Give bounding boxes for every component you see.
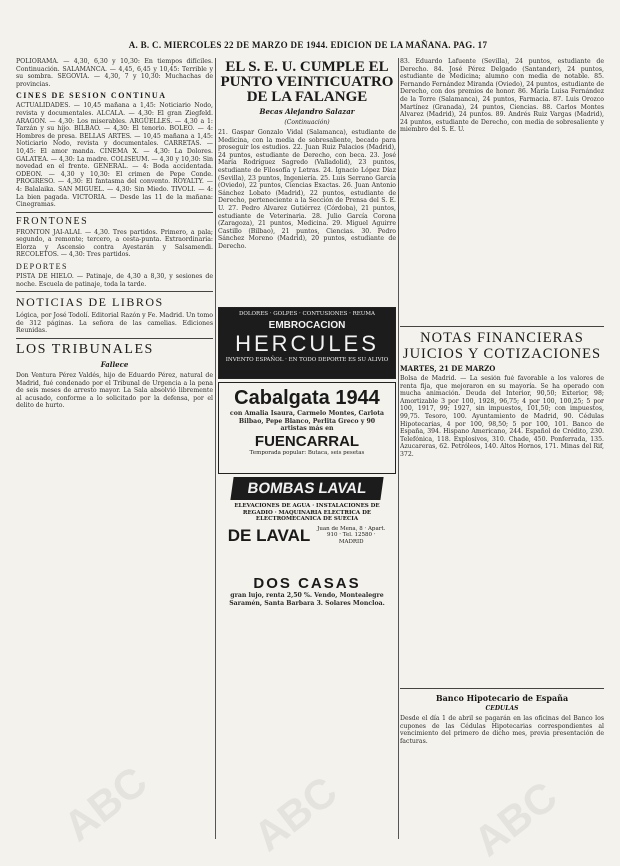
seu-list-continued: 83. Eduardo Lafuente (Sevilla), 24 puntos, estudiante de Derecho. 84. José Pérez Delgado (Santander), 24 puntos, estudiante de Medicina; alumno con media de notable. 85. Fernando Fernández Miranda (Oviedo), 24 puntos, estudiante de Derecho, con dos premios de honor. 86. María Luisa Fernández de la Torre (Salamanca), 24 puntos, Farmacia. 87. Luis Orozco Martínez (Granada), 24 puntos, Ciencias. 88. Carlos Montes Alvarez (Madrid), 24 puntos. 89. Andrés Ruiz Vargas (Madrid), 24 puntos, estudiante de Derecho, con media de sobresaliente y miembro del S. E. U. (400, 58, 604, 134)
ad-hercules-title: EMBROCACION (268, 319, 346, 331)
ad-hercules-bottom: INVENTO ESPAÑOL · EN TODO DEPORTE ES SU ALIVIO (225, 356, 389, 363)
report-date: MARTES, 21 DE MARZO (400, 364, 496, 373)
section-heading-deportes: DEPORTES (16, 262, 68, 272)
ad-cabalgata-title: Cabalgata 1944 (234, 387, 380, 409)
ad-casas-text: gran lujo, renta 2,50 %. Vendo, Montealegre Saramén, Santa Barbara 3. Solares Moncloa. (229, 592, 385, 607)
bank-heading: Banco Hipotecario de España (435, 693, 569, 703)
column-middle (218, 58, 396, 841)
divider (16, 338, 213, 339)
headline-seu: EL S. E. U. CUMPLE EL PUNTO VEINTICUATRO DE LA FALANGE (220, 59, 394, 105)
watermark: ABC (464, 772, 566, 866)
divider (16, 291, 213, 292)
ad-dos-casas (218, 575, 396, 607)
bank-text: Desde el día 1 de abril se pagarán en las oficinas del Banco los cupones de las Cédulas Hipotecarias correspondientes al vencimiento del primero de dicho mes, previa presentación de facturas. (400, 715, 604, 745)
divider (400, 688, 604, 689)
tribunales-text: Don Ventura Pérez Valdés, hijo de Eduardo Pérez, natural de Madrid, fué condenado por el Tribunal de Urgencia a la pena de seis meses de arresto mayor. La Sala absolvió libremente al acusado, conforme a lo solicitado por la defensa, por el delito de hurto. (16, 372, 213, 410)
ad-hercules-top: DOLORES · GOLPES · CONTUSIONES · REUMA (238, 311, 376, 317)
section-heading-tribunales: LOS TRIBUNALES (16, 342, 154, 358)
ad-laval-title: BOMBAS LAVAL (230, 477, 383, 500)
watermark: ABC (54, 757, 156, 851)
ad-hercules-brand: HERCULES (235, 330, 379, 356)
column-left (16, 58, 213, 841)
deportes-text: PISTA DE HIELO. — Patinaje, de 4,30 a 8,30, y sesiones de noche. Escuela de patinaje, toda la tarde. (16, 273, 213, 288)
cinema-listings: ACTUALIDADES. — 10,45 mañana a 1,45: Noticiario Nodo, revista y documentales. ALCALA. — 4,30: El gran Ziegfeld. ARAGON. — 4,30: Los miserables. ARGÜELLES. — 4,30 a 1: Tarzán y su hijo. BILBAO. — 4,30: El tenorio. BOLEO. — 4: Hombres de presa. BELLAS ARTES. — 10,45 mañana a 1,45: Noticiario Nodo, revista y documentales. CARRETAS. — 10,45: El amor manda. CINEMA X. — 4,30: La Dolores. GALATEA. — 4,30: La madre. COLISEUM. — 4,30 y 10,30: Sin novedad en el frente. GENERAL. — 4: Boda accidentada. ODEON. — 4,30 y 10,30: El crimen de Pepe Conde. PROGRESO. — 4,30: El fantasma del convento. ROYALTY. — 4: Balalaika. SAN MIGUEL. — 4,30: Sin Miedo. TIVOLI. — 4: La bien pagada. VICTORIA. — Desde las 11 de la mañana: Cinegramas. (16, 102, 213, 209)
ad-cabalgata-text: con Amalia Isaura, Carmelo Montes, Carlota Bilbao, Pepe Blanco, Perlita Greco y 90 artistas más en (229, 410, 385, 433)
column-right (400, 58, 604, 841)
ad-cabalgata-theatre: FUENCARRAL (254, 432, 360, 450)
libros-text: Lógica, por José Todolí. Editorial Razón y Fe. Madrid. Un tomo de 312 páginas. La señora de las camelias. Ediciones Reunidas. (16, 312, 213, 335)
headline-notas-financieras: NOTAS FINANCIERAS JUICIOS Y COTIZACIONES (402, 330, 602, 362)
section-heading-cines: CINES DE SESION CONTINUA (16, 91, 167, 101)
frontones-text: FRONTON JAI-ALAI. — 4,30. Tres partidos. Primero, a pala; segundo, a remonte; tercero, a cesta-punta. Extraordinaria: Elorza y Ascensio contra Ayestarán y Salsamendi. RECOLETOS. — 4,30: Tres partidos. (16, 228, 213, 259)
watermark: ABC (244, 767, 346, 861)
masthead: A. B. C. MIERCOLES 22 DE MARZO DE 1944. EDICION DE LA MAÑANA. PAG. 17 (128, 40, 488, 50)
divider (16, 212, 213, 213)
ad-laval-text: ELEVACIONES DE AGUA · INSTALACIONES DE REGADIO · MAQUINARIA ELECTRICA DE ELECTROMECANICA DE SUECIA (234, 503, 380, 522)
bank-subheading: CEDULAS (485, 705, 519, 712)
headline-sub: Becas Alejandro Salazar (259, 107, 355, 116)
column-rule (215, 58, 216, 839)
ad-casas-title: DOS CASAS (253, 575, 361, 592)
theatre-listings: POLIORAMA. — 4,30, 6,30 y 10,30: En tiempos difíciles. Continuación. SALAMANCA. — 4,45, 6,45 y 10,45: Terrible y su sombra. SEGOVIA. — 4,30, 7 y 10,30: Muchachas de provincias. (16, 58, 213, 88)
continuation-label: (Continuación) (284, 119, 330, 126)
bolsa-report: Bolsa de Madrid. — La sesión fué favorable a los valores de renta fija, que mejoraron en su mayoría. Se ha operado con mucha animación. Deuda del Interior, 90,50; Exterior, 98; Amortizable 3 por 100, 1928, 96,75; 4 por 100, 100,25; 5 por 100, 1917, 99; 1927, sin impuestos, 101,50; con impuestos, 99,75. Tesoro, 100. Ayuntamiento de Madrid, 90. Cédulas Hipotecarias, 4 por 100, 98,50; 5 por 100, 101. Banco de España, 394. Hispano Americano, 244. Español de Crédito, 230. Telefónica, 118. Explosivos, 310. Chade, 450. Ponferrada, 135. Azucareras, 62. Petróleos, 140. Altos Hornos, 171. Minas del Rif, 372. (400, 375, 604, 458)
ad-hercules (218, 307, 396, 379)
section-subheading: Fallece (100, 360, 129, 370)
seu-body: 21. Gaspar Gonzalo Vidal (Salamanca), estudiante de Medicina, con la media de sobresaliente, becado para proseguir los estudios. 22. Juan Ruiz Palacios (Madrid), 24 puntos, estudiante de Derecho, con beca. 23. José María Rodríguez Sagredo (Valladolid), 23 puntos, estudiante de Filosofía y Letras. 24. Ignacio López Díaz (Sevilla), 23 puntos, Ingeniería. 25. Luis Serrano García (Oviedo), 22 puntos, Ciencias Exactas. 26. Juan Antonio Sánchez Lobato (Madrid), 22 puntos, estudiante de Derecho, perteneciente a la Sección de Prensa del S. E. U. 27. Pedro Alvarez Gutiérrez (Córdoba), 21 puntos, estudiante de Veterinaria. 28. Julio García Corona (Zaragoza), 21 puntos, Medicina. 29. Miguel Aguirre Castillo (Bilbao), 21 puntos, Ciencias. 30. Pedro Sánchez Moreno (Madrid), 20 puntos, estudiante de Derecho. (218, 129, 396, 250)
ad-cabalgata (218, 382, 396, 474)
ad-cabalgata-foot: Temporada popular: Butaca, seis pesetas (249, 449, 365, 456)
divider (400, 326, 604, 327)
section-heading-libros: NOTICIAS DE LIBROS (16, 295, 164, 310)
ad-laval-footer (218, 526, 396, 546)
ad-laval-brand: DE LAVAL (227, 525, 311, 545)
section-heading-frontones: FRONTONES (16, 215, 89, 227)
ad-laval-address: Juan de Mena, 8 · Apart. 910 · Tel. 12580 · MADRID (317, 525, 386, 545)
ad-bombas-laval (218, 477, 396, 572)
column-rule (398, 58, 399, 839)
